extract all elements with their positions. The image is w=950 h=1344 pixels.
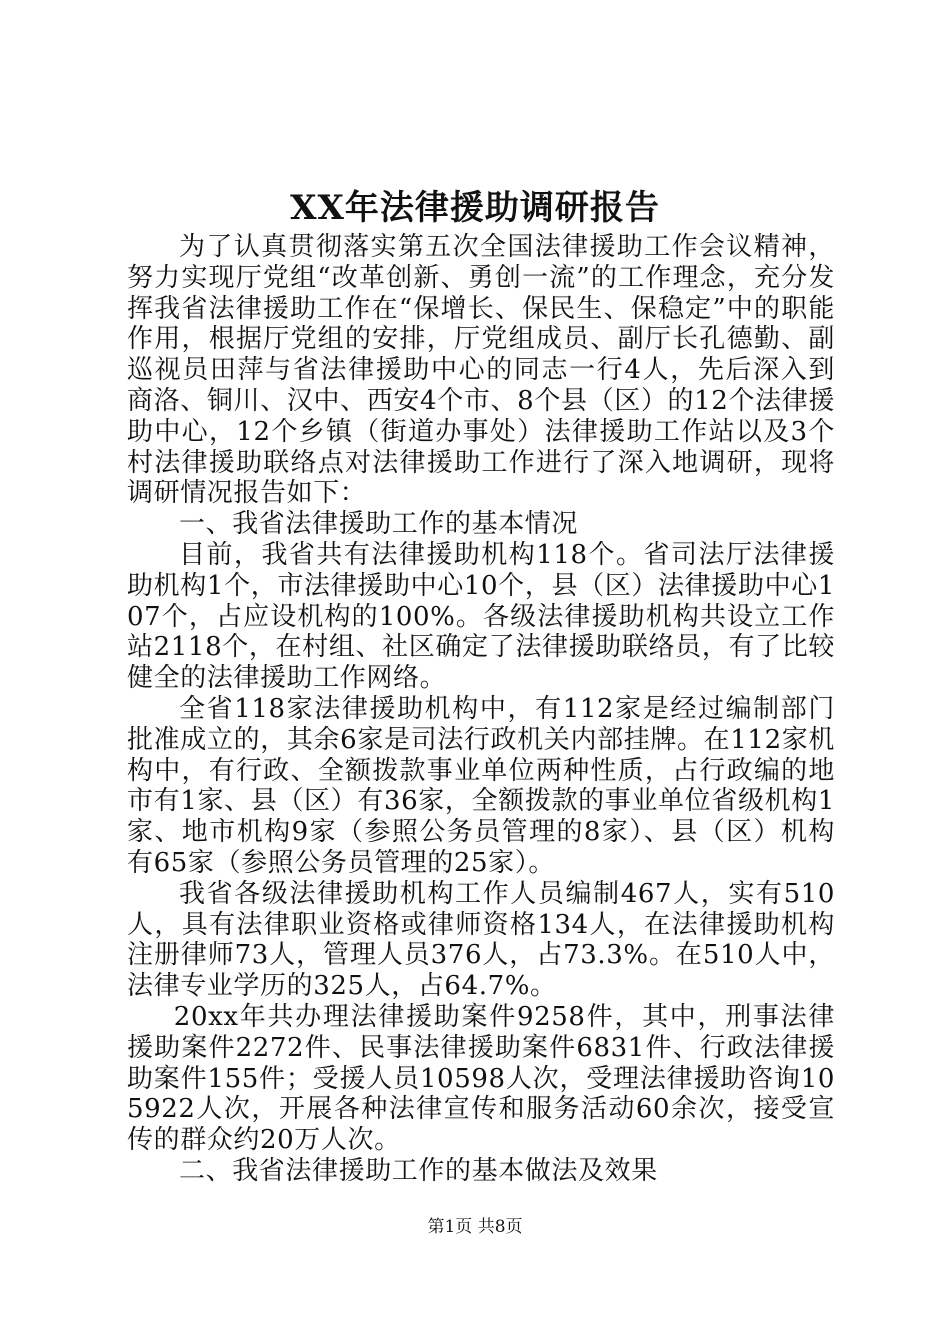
section-heading-1: 一、我省法律援助工作的基本情况 [179, 509, 579, 540]
paragraph-establishment: 全省118家法律援助机构中，有112家是经过编制部门批准成立的，其余6家是司法行政机关内部挂牌。在112家机构中，有行政、全额拨款事业单位两种性质，占行政编的地市有1家、县（区）有36家，全额拨款的事业单位省级机构1家、地市机构9家（参照公务员管理的8家）、县（区）机构有65家（参照公务员管理的25家）。 [127, 693, 835, 878]
document-title: XX年法律援助调研报告 [290, 188, 660, 228]
paragraph-cases: 20xx年共办理法律援助案件9258件，其中，刑事法律援助案件2272件、民事法律援助案件6831件、行政法律援助案件155件；受援人员10598人次，受理法律援助咨询105922人次，开展各种法律宣传和服务活动60余次，接受宣传的群众约20万人次。 [127, 1001, 835, 1156]
document-body [127, 232, 835, 1187]
paragraph-institutions: 目前，我省共有法律援助机构118个。省司法厅法律援助机构1个，市法律援助中心10个，县（区）法律援助中心107个，占应设机构的100%。各级法律援助机构共设立工作站2118个，在村组、社区确定了法律援助联络员，有了比较健全的法律援助工作网络。 [127, 539, 835, 694]
page-number-footer: 第1页 共8页 [427, 1217, 523, 1237]
paragraph-intro: 为了认真贯彻落实第五次全国法律援助工作会议精神，努力实现厅党组“改革创新、勇创一流”的工作理念，充分发挥我省法律援助工作在“保增长、保民生、保稳定”中的职能作用，根据厅党组的安排，厅党组成员、副厅长孔德勤、副巡视员田萍与省法律援助中心的同志一行4人，先后深入到商洛、铜川、汉中、西安4个市、8个县（区）的12个法律援助中心，12个乡镇（街道办事处）法律援助工作站以及3个村法律援助联络点对法律援助工作进行了深入地调研，现将调研情况报告如下： [127, 232, 835, 509]
paragraph-staff: 我省各级法律援助机构工作人员编制467人，实有510人，具有法律职业资格或律师资格134人，在法律援助机构注册律师73人，管理人员376人，占73.3%。在510人中，法律专业学历的325人，占64.7%。 [127, 878, 835, 1002]
section-heading-2: 二、我省法律援助工作的基本做法及效果 [179, 1155, 658, 1186]
